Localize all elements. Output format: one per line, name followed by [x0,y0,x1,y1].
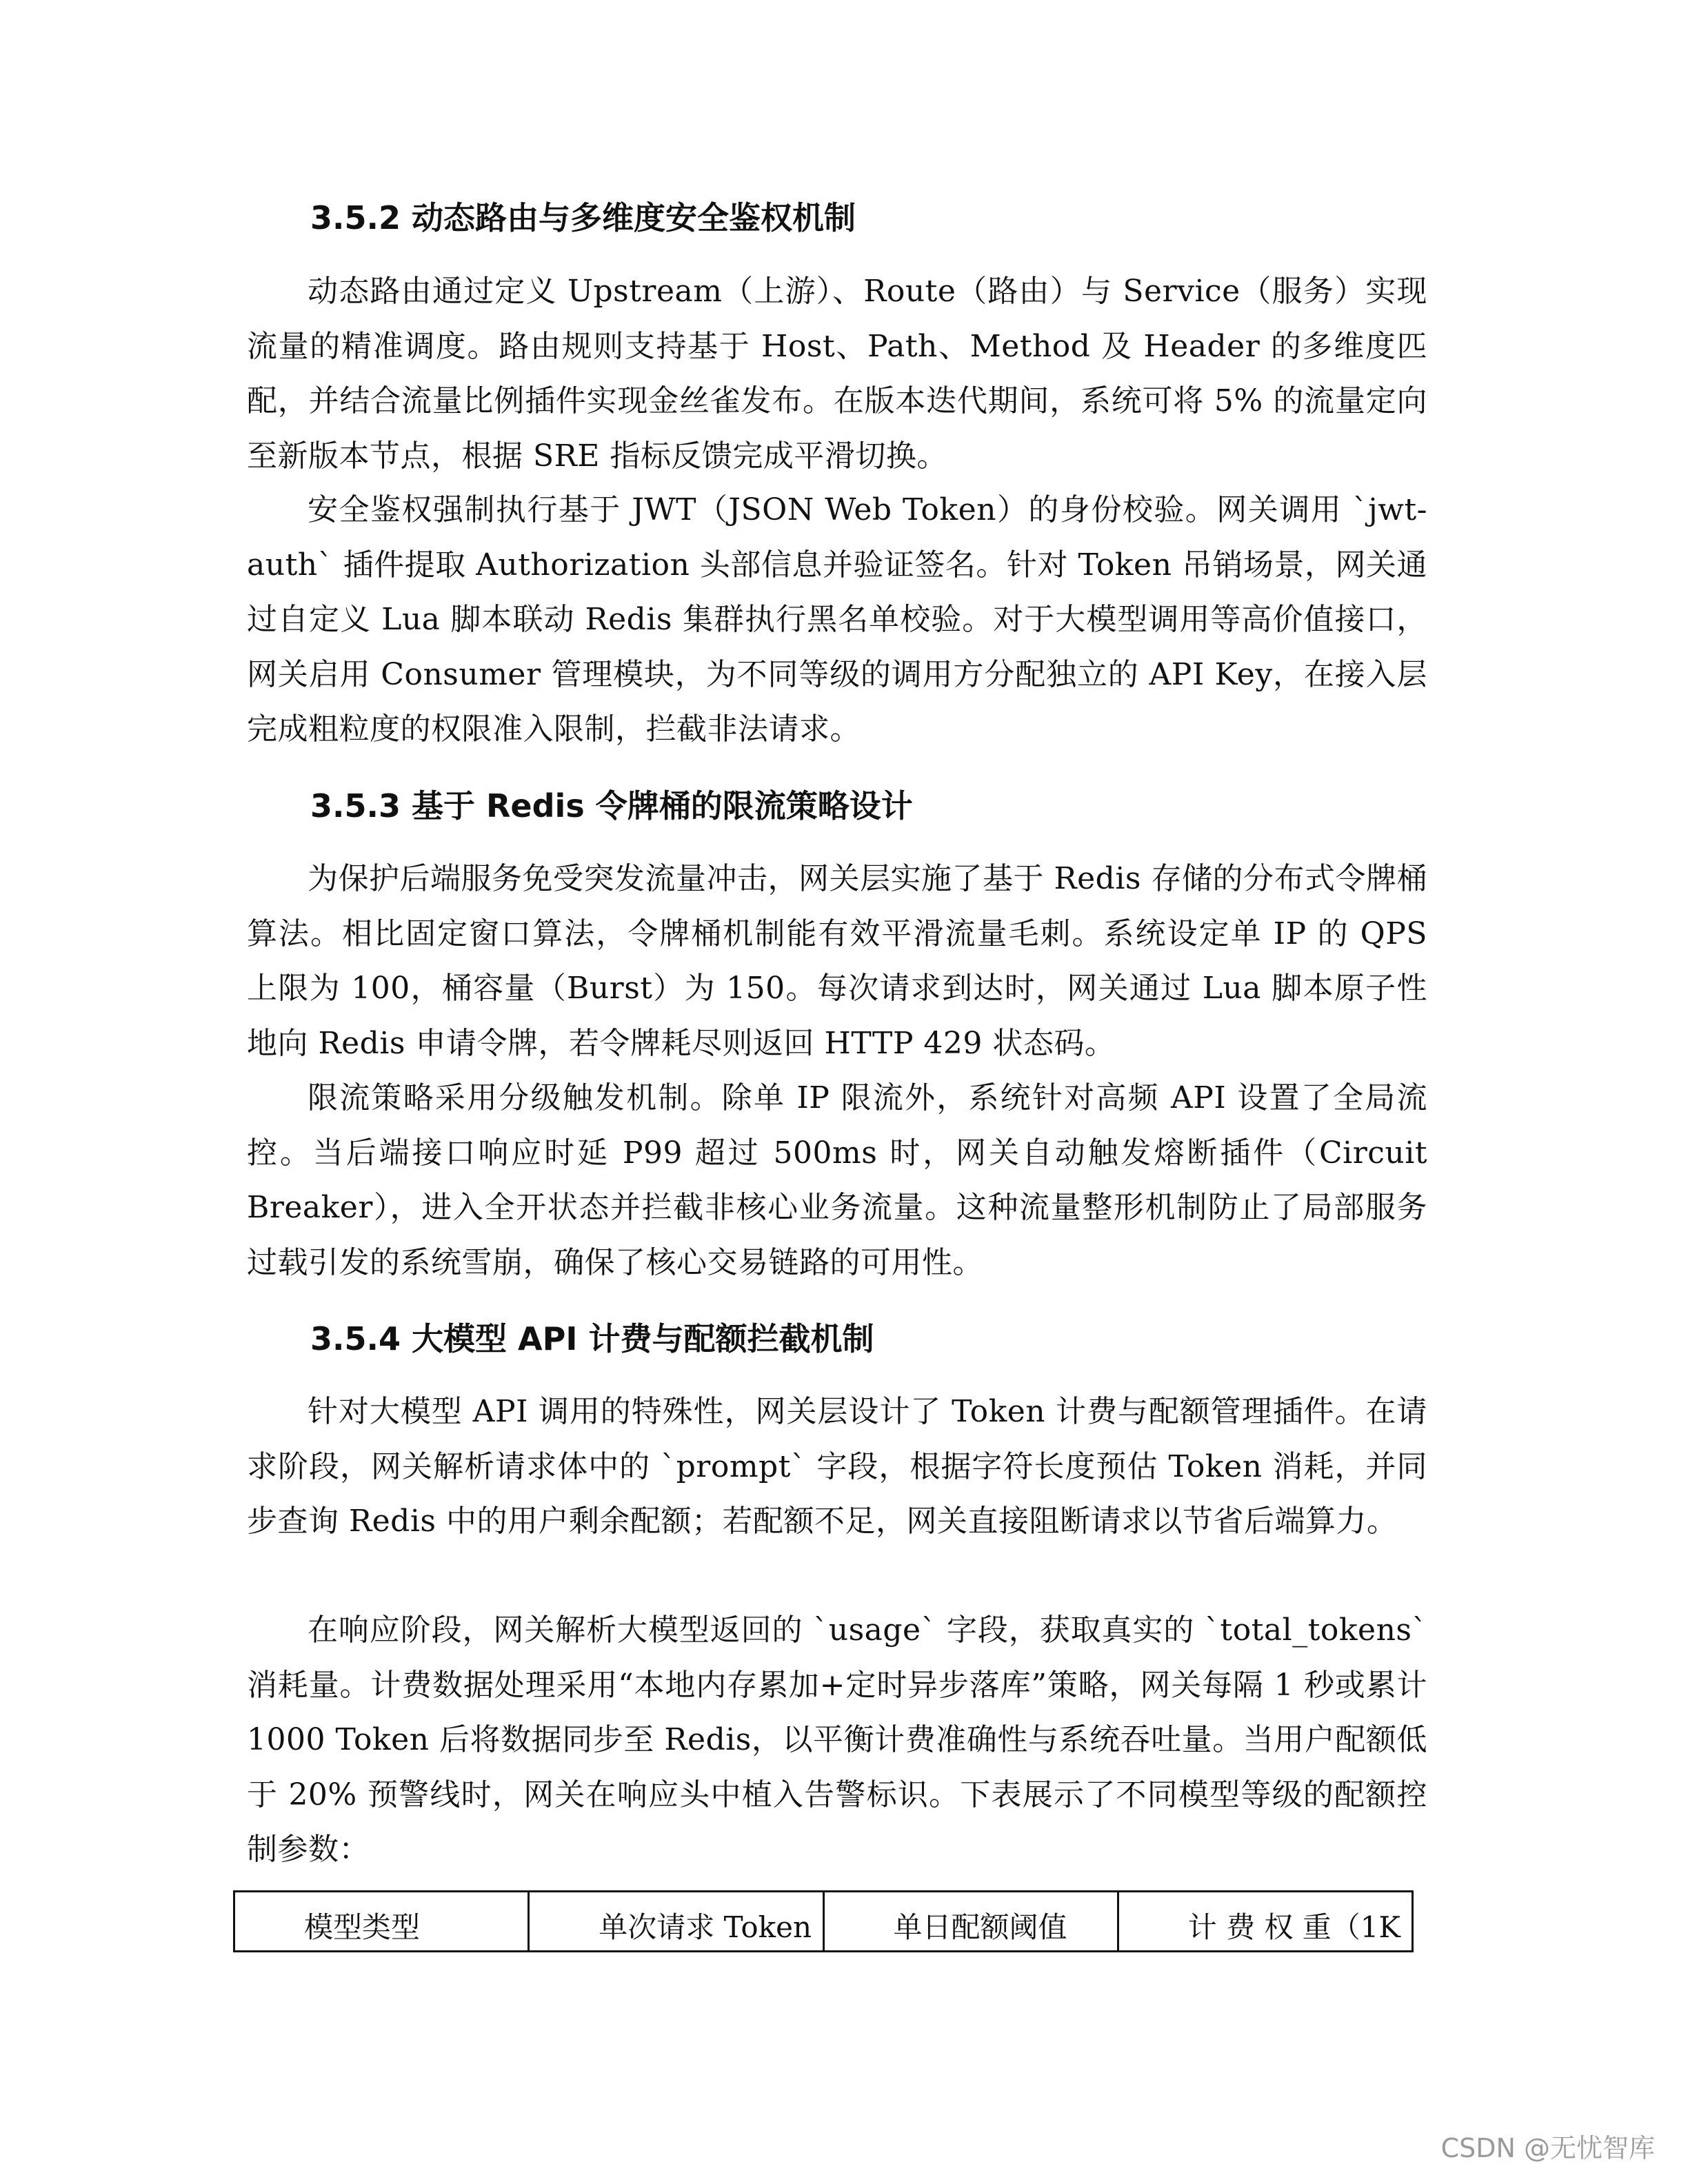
paragraph-auth: 安全鉴权强制执行基于 JWT（JSON Web Token）的身份校验。网关调用 `jwt-auth` 插件提取 Authorization 头部信息并验证签名。针对 Token 吊销场景，网关通过自定义 Lua 脚本联动 Redis 集群执行黑名单校验。对于大模型调用等高价值接口，网关启用 Consumer 管理模块，为不同等级的调用方分配独立的 API Key，在接入层完成粗粒度的权限准入限制，拦截非法请求。 [247,492,1427,747]
paragraph-circuit-breaker: 限流策略采用分级触发机制。除单 IP 限流外，系统针对高频 API 设置了全局流控。当后端接口响应时延 P99 超过 500ms 时，网关自动触发熔断插件（Circuit Breaker），进入全开状态并拦截非核心业务流量。这种流量整形机制防止了局部服务过载引发的系统雪崩，确保了核心交易链路的可用性。 [247,1080,1427,1280]
table-header-billing-weight: 计 费 权 重（1K [1118,1892,1412,1952]
table-header-daily-quota: 单日配额阈值 [823,1892,1118,1952]
section-heading-3-5-4: 3.5.4 大模型 API 计费与配额拦截机制 [310,1320,874,1357]
watermark: CSDN @无忧智库 [1440,2133,1655,2163]
paragraph-routing: 动态路由通过定义 Upstream（上游）、Route（路由）与 Service（服务）实现流量的精准调度。路由规则支持基于 Host、Path、Method 及 Header 的多维度匹配，并结合流量比例插件实现金丝雀发布。在版本迭代期间，系统可将 5% 的流量定向至新版本节点，根据 SRE 指标反馈完成平滑切换。 [247,274,1427,474]
quota-table [233,1890,1414,1952]
paragraph-request-quota: 针对大模型 API 调用的特殊性，网关层设计了 Token 计费与配额管理插件。在请求阶段，网关解析请求体中的 `prompt` 字段，根据字符长度预估 Token 消耗，并同步查询 Redis 中的用户剩余配额；若配额不足，网关直接阻断请求以节省后端算力。 [247,1394,1427,1539]
table-header-request-token: 单次请求 Token [529,1892,823,1952]
table-header-model-type: 模型类型 [234,1892,529,1952]
section-heading-3-5-3: 3.5.3 基于 Redis 令牌桶的限流策略设计 [310,787,913,825]
paragraph-response-billing: 在响应阶段，网关解析大模型返回的 `usage` 字段，获取真实的 `total_tokens` 消耗量。计费数据处理采用“本地内存累加+定时异步落库”策略，网关每隔 1 秒或累计 1000 Token 后将数据同步至 Redis，以平衡计费准确性与系统吞吐量。当用户配额低于 20% 预警线时，网关在响应头中植入告警标识。下表展示了不同模型等级的配额控制参数： [247,1612,1427,1867]
table-header-row [234,1892,1413,1952]
paragraph-token-bucket: 为保护后端服务免受突发流量冲击，网关层实施了基于 Redis 存储的分布式令牌桶算法。相比固定窗口算法，令牌桶机制能有效平滑流量毛刺。系统设定单 IP 的 QPS 上限为 100，桶容量（Burst）为 150。每次请求到达时，网关通过 Lua 脚本原子性地向 Redis 申请令牌，若令牌耗尽则返回 HTTP 429 状态码。 [247,861,1427,1061]
section-heading-3-5-2: 3.5.2 动态路由与多维度安全鉴权机制 [310,199,856,236]
